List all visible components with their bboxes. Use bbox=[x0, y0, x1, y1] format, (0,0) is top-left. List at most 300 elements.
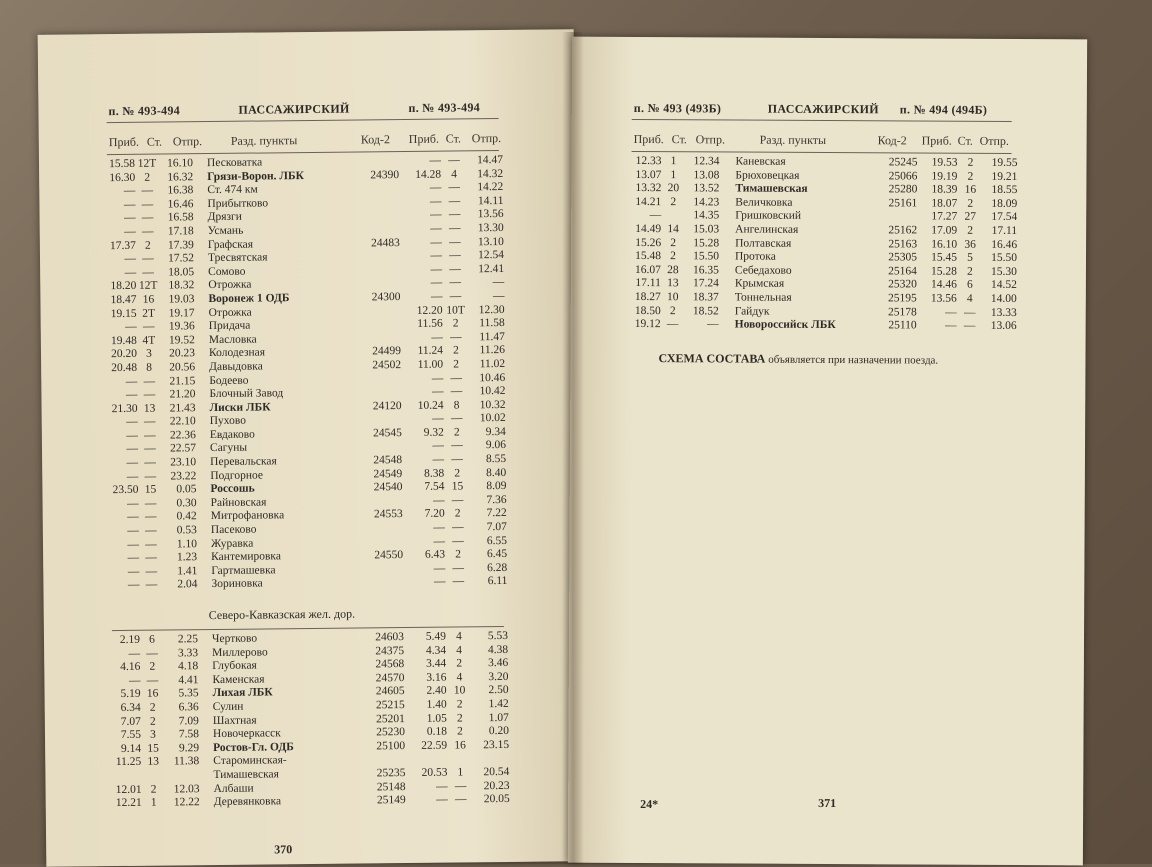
stop-duration: — bbox=[138, 226, 158, 240]
arrival-time: 15.48 bbox=[623, 250, 661, 264]
return-departure-time: 8.55 bbox=[470, 453, 506, 467]
return-departure-time: 6.55 bbox=[471, 535, 507, 549]
stop-duration: — bbox=[141, 538, 161, 552]
arrival-time: 19.48 bbox=[99, 335, 137, 349]
return-departure-time: 3.20 bbox=[472, 671, 508, 685]
stop-duration: 15 bbox=[140, 484, 160, 498]
return-stop-duration: 2 bbox=[959, 170, 981, 184]
stop-duration: 2 bbox=[663, 250, 683, 264]
return-arrival-time: 11.00 bbox=[405, 359, 443, 373]
return-arrival-time: 18.39 bbox=[919, 184, 957, 198]
departure-time: 7.09 bbox=[163, 715, 199, 729]
return-departure-time: 13.56 bbox=[468, 208, 504, 222]
stop-duration: — bbox=[141, 525, 161, 539]
return-arrival-time: 10.24 bbox=[405, 399, 443, 413]
return-stop-duration: — bbox=[445, 385, 467, 399]
return-arrival-time: — bbox=[407, 535, 445, 549]
station-name: Гартмашевка bbox=[211, 564, 275, 578]
return-stop-duration: 2 bbox=[445, 345, 467, 359]
arrival-time: — bbox=[101, 538, 139, 552]
station-code: 25110 bbox=[873, 319, 917, 333]
return-stop-duration: 4 bbox=[448, 671, 470, 685]
station-name: Зориновка bbox=[211, 578, 262, 592]
return-stop-duration: — bbox=[444, 222, 466, 236]
arrival-time: — bbox=[101, 552, 139, 566]
station-code: 24568 bbox=[360, 658, 404, 672]
return-stop-duration: 4 bbox=[448, 630, 470, 644]
departure-time: 16.32 bbox=[157, 171, 193, 185]
schedule-table bbox=[623, 155, 1036, 334]
station-name: Староминская- bbox=[213, 755, 287, 769]
departure-time: 4.41 bbox=[162, 674, 198, 688]
arrival-time: 18.47 bbox=[98, 294, 136, 308]
stop-duration: 4Т bbox=[139, 334, 159, 348]
station-code: 24545 bbox=[358, 427, 402, 441]
station-name: Гришковский bbox=[735, 210, 801, 224]
stop-duration: — bbox=[138, 253, 158, 267]
return-stop-duration: 16 bbox=[449, 739, 471, 753]
return-arrival-time: 19.53 bbox=[919, 156, 957, 170]
return-stop-duration: 15 bbox=[446, 481, 468, 495]
column-header: Отпр. bbox=[696, 132, 725, 147]
stop-duration: 6 bbox=[142, 634, 162, 648]
arrival-time: — bbox=[98, 212, 136, 226]
stop-duration: 2 bbox=[137, 171, 157, 185]
arrival-time: 6.34 bbox=[103, 702, 141, 716]
arrival-time: 20.20 bbox=[99, 348, 137, 362]
arrival-time: 23.50 bbox=[100, 484, 138, 498]
return-departure-time: 9.34 bbox=[470, 426, 506, 440]
page-number-right: 371 bbox=[818, 796, 836, 811]
return-arrival-time: — bbox=[405, 386, 443, 400]
station-name: Каменская bbox=[212, 673, 264, 687]
station-name: Подгорное bbox=[210, 469, 263, 483]
return-departure-time: 20.05 bbox=[474, 793, 510, 807]
departure-time: 19.36 bbox=[159, 320, 195, 334]
arrival-time: 12.33 bbox=[623, 155, 661, 169]
stop-duration: 3 bbox=[143, 729, 163, 743]
stop-duration: 28 bbox=[663, 264, 683, 278]
departure-time: 17.18 bbox=[158, 225, 194, 239]
departure-time: 17.24 bbox=[683, 278, 719, 292]
return-departure-time: 2.50 bbox=[472, 684, 508, 698]
departure-time: 11.38 bbox=[163, 756, 199, 770]
return-departure-time: 15.50 bbox=[981, 252, 1017, 266]
departure-time: 6.36 bbox=[163, 701, 199, 715]
return-departure-time: 19.55 bbox=[981, 157, 1017, 171]
table-row bbox=[623, 318, 1035, 334]
departure-time: 22.36 bbox=[160, 429, 196, 443]
station-code: 25201 bbox=[361, 713, 405, 727]
column-header: Ст. bbox=[958, 134, 973, 149]
return-departure-time: 6.28 bbox=[471, 562, 507, 576]
stop-duration: 1 bbox=[663, 155, 683, 169]
station-name: Сомово bbox=[208, 265, 245, 279]
arrival-time: — bbox=[623, 209, 661, 223]
return-departure-time: 12.54 bbox=[468, 249, 504, 263]
station-name: Усмань bbox=[208, 225, 244, 239]
return-departure-time: 12.41 bbox=[468, 263, 504, 277]
station-code: 25164 bbox=[873, 265, 917, 279]
departure-time: 13.08 bbox=[683, 169, 719, 183]
station-name: Тоннельная bbox=[735, 291, 792, 305]
return-stop-duration: 2 bbox=[445, 317, 467, 331]
arrival-time: — bbox=[99, 321, 137, 335]
arrival-time: 19.15 bbox=[99, 307, 137, 321]
station-code: 25148 bbox=[361, 781, 405, 795]
return-departure-time: 9.06 bbox=[470, 439, 506, 453]
departure-time: 16.10 bbox=[157, 157, 193, 171]
arrival-time: — bbox=[101, 511, 139, 525]
return-departure-time: 6.45 bbox=[471, 548, 507, 562]
column-header: Приб. bbox=[409, 132, 439, 147]
return-stop-duration: — bbox=[447, 562, 469, 576]
return-arrival-time: 22.59 bbox=[409, 739, 447, 753]
arrival-time: — bbox=[98, 226, 136, 240]
return-departure-time: 1.42 bbox=[473, 698, 509, 712]
return-departure-time: 8.40 bbox=[470, 467, 506, 481]
return-stop-duration: 2 bbox=[447, 549, 469, 563]
arrival-time: — bbox=[99, 375, 137, 389]
stop-duration: 13 bbox=[663, 277, 683, 291]
return-arrival-time: 12.20 bbox=[405, 304, 443, 318]
return-stop-duration: — bbox=[446, 413, 468, 427]
return-departure-time: 17.54 bbox=[981, 211, 1017, 225]
station-name: Перевальская bbox=[210, 455, 277, 469]
station-code: 25235 bbox=[361, 767, 405, 781]
station-name: Прибытково bbox=[207, 197, 268, 211]
station-name: Протока bbox=[735, 251, 776, 265]
station-name: Пухово bbox=[210, 415, 246, 429]
return-arrival-time: 4.34 bbox=[408, 644, 446, 658]
arrival-time: 12.21 bbox=[104, 797, 142, 811]
stop-duration: — bbox=[141, 565, 161, 579]
departure-time: 17.39 bbox=[158, 239, 194, 253]
departure-time: 12.34 bbox=[683, 155, 719, 169]
return-stop-duration: 2 bbox=[449, 725, 471, 739]
return-arrival-time: — bbox=[406, 440, 444, 454]
stop-duration: — bbox=[141, 511, 161, 525]
arrival-time: 18.27 bbox=[623, 291, 661, 305]
arrival-time: 5.19 bbox=[103, 688, 141, 702]
stop-duration: 20 bbox=[663, 182, 683, 196]
return-stop-duration: 4 bbox=[443, 168, 465, 182]
stop-duration: — bbox=[140, 457, 160, 471]
return-departure-time: 11.26 bbox=[469, 344, 505, 358]
return-arrival-time: 16.10 bbox=[919, 238, 957, 252]
return-stop-duration: 2 bbox=[959, 265, 981, 279]
return-arrival-time: 11.24 bbox=[405, 345, 443, 359]
arrival-time: — bbox=[97, 185, 135, 199]
arrival-time: — bbox=[101, 566, 139, 580]
departure-time: 1.23 bbox=[161, 551, 197, 565]
departure-time: 18.52 bbox=[683, 305, 719, 319]
return-arrival-time: — bbox=[407, 576, 445, 590]
return-stop-duration: 6 bbox=[959, 279, 981, 293]
return-arrival-time: 19.19 bbox=[919, 170, 957, 184]
column-header: Код-2 bbox=[878, 133, 907, 148]
station-name: Дрязги bbox=[208, 211, 242, 225]
stop-duration: 2 bbox=[143, 702, 163, 716]
station-code: 25100 bbox=[361, 740, 405, 754]
departure-time: 5.35 bbox=[163, 688, 199, 702]
header-rule-bottom bbox=[632, 151, 1012, 154]
station-name: Тимашевская bbox=[735, 183, 807, 197]
stop-duration: — bbox=[140, 416, 160, 430]
departure-time: 15.50 bbox=[683, 250, 719, 264]
station-code: 25320 bbox=[873, 279, 917, 293]
arrival-time: — bbox=[98, 253, 136, 267]
header-rule-top bbox=[632, 119, 1012, 122]
arrival-time: 16.30 bbox=[97, 171, 135, 185]
arrival-time: 13.32 bbox=[623, 182, 661, 196]
departure-time: 21.15 bbox=[159, 375, 195, 389]
station-code: 24375 bbox=[360, 645, 404, 659]
return-arrival-time: — bbox=[404, 263, 442, 277]
return-arrival-time: 7.20 bbox=[407, 508, 445, 522]
train-number-left: п. № 493 (493Б) bbox=[634, 101, 721, 116]
return-departure-time: 19.21 bbox=[981, 170, 1017, 184]
arrival-time: 15.58 bbox=[97, 158, 135, 172]
arrival-time: — bbox=[100, 416, 138, 430]
station-name: Ст. 474 км bbox=[207, 184, 258, 198]
departure-time: 0.30 bbox=[161, 497, 197, 511]
return-stop-duration: 2 bbox=[445, 358, 467, 372]
departure-time: 20.56 bbox=[159, 361, 195, 375]
station-name: Блочный Завод bbox=[209, 387, 283, 401]
station-name: Масловка bbox=[209, 333, 257, 347]
return-stop-duration: — bbox=[447, 576, 469, 590]
return-arrival-time: 14.46 bbox=[919, 279, 957, 293]
arrival-time: 4.16 bbox=[102, 661, 140, 675]
arrival-time: — bbox=[102, 675, 140, 689]
return-arrival-time: 1.05 bbox=[409, 712, 447, 726]
return-arrival-time: 8.38 bbox=[406, 467, 444, 481]
departure-time: 15.03 bbox=[683, 223, 719, 237]
column-header: Приб. bbox=[109, 135, 139, 150]
station-name: Деревянковка bbox=[214, 795, 282, 809]
return-departure-time: 11.02 bbox=[469, 358, 505, 372]
train-number-right: п. № 493-494 bbox=[408, 100, 480, 116]
stop-duration: — bbox=[139, 375, 159, 389]
station-name: Тресвятская bbox=[208, 252, 268, 266]
stop-duration: — bbox=[142, 647, 162, 661]
column-header: Отпр. bbox=[980, 134, 1009, 149]
station-name: Давыдовка bbox=[209, 360, 263, 374]
return-stop-duration: 10Т bbox=[445, 304, 467, 318]
column-header: Разд. пункты bbox=[760, 133, 827, 148]
return-arrival-time: 17.09 bbox=[919, 224, 957, 238]
page-number-left: 370 bbox=[274, 842, 292, 857]
station-name: Тимашевская bbox=[213, 768, 279, 782]
arrival-time: 17.37 bbox=[98, 239, 136, 253]
stop-duration: 2 bbox=[663, 196, 683, 210]
return-departure-time: 17.11 bbox=[981, 225, 1017, 239]
return-stop-duration: 10 bbox=[448, 685, 470, 699]
arrival-time: 18.50 bbox=[623, 304, 661, 318]
station-code: 24570 bbox=[360, 672, 404, 686]
return-stop-duration: — bbox=[444, 290, 466, 304]
departure-time: 22.57 bbox=[160, 443, 196, 457]
stop-duration: — bbox=[663, 318, 683, 332]
station-name: Брюховецкая bbox=[735, 169, 799, 183]
stop-duration: 2 bbox=[142, 661, 162, 675]
return-arrival-time: 7.54 bbox=[406, 481, 444, 495]
return-arrival-time: — bbox=[404, 277, 442, 291]
departure-time: 18.37 bbox=[683, 291, 719, 305]
station-code: 24540 bbox=[358, 481, 402, 495]
stop-duration: — bbox=[137, 185, 157, 199]
station-code: 24390 bbox=[355, 169, 399, 183]
stop-duration: — bbox=[140, 443, 160, 457]
arrival-time: — bbox=[97, 199, 135, 213]
return-stop-duration: 4 bbox=[448, 644, 470, 658]
composition-note bbox=[658, 351, 938, 367]
return-departure-time: 14.32 bbox=[467, 168, 503, 182]
return-stop-duration: 27 bbox=[959, 211, 981, 225]
note-bold-part: СХЕМА СОСТАВА bbox=[658, 351, 765, 366]
column-headers bbox=[38, 29, 574, 35]
stop-duration: — bbox=[138, 266, 158, 280]
return-departure-time: 13.30 bbox=[468, 222, 504, 236]
station-code: 24120 bbox=[358, 400, 402, 414]
train-type-title: ПАССАЖИРСКИЙ bbox=[238, 102, 349, 118]
return-arrival-time: 3.16 bbox=[408, 671, 446, 685]
departure-time: — bbox=[683, 318, 719, 332]
station-name: Каневская bbox=[735, 156, 785, 170]
return-stop-duration: — bbox=[443, 154, 465, 168]
column-header: Отпр. bbox=[173, 134, 202, 149]
return-arrival-time: 18.07 bbox=[919, 197, 957, 211]
return-departure-time: 20.23 bbox=[473, 779, 509, 793]
return-arrival-time: 3.44 bbox=[408, 658, 446, 672]
return-arrival-time: — bbox=[404, 223, 442, 237]
station-name: Журавка bbox=[211, 537, 253, 551]
station-name: Отрожка bbox=[208, 279, 251, 293]
arrival-time: 12.01 bbox=[104, 783, 142, 797]
station-code: 25178 bbox=[873, 306, 917, 320]
arrival-time: — bbox=[101, 525, 139, 539]
return-departure-time: 12.30 bbox=[468, 303, 504, 317]
departure-time: 14.35 bbox=[683, 210, 719, 224]
schedule-table-part2 bbox=[102, 630, 524, 811]
stop-duration: 13 bbox=[143, 756, 163, 770]
station-name: Новочеркасск bbox=[213, 727, 281, 741]
departure-time: 0.42 bbox=[161, 511, 197, 525]
stop-duration: 10 bbox=[663, 291, 683, 305]
arrival-time: — bbox=[99, 389, 137, 403]
return-arrival-time: — bbox=[405, 331, 443, 345]
return-stop-duration: 2 bbox=[449, 712, 471, 726]
station-name: Крымская bbox=[735, 278, 784, 292]
arrival-time: 20.48 bbox=[99, 362, 137, 376]
return-arrival-time: 15.45 bbox=[919, 252, 957, 266]
return-arrival-time: — bbox=[409, 780, 447, 794]
station-code: 25195 bbox=[873, 292, 917, 306]
return-arrival-time: — bbox=[404, 209, 442, 223]
station-name: Графская bbox=[208, 238, 253, 252]
arrival-time: — bbox=[100, 470, 138, 484]
return-departure-time: 23.15 bbox=[473, 739, 509, 753]
right-page bbox=[568, 37, 1087, 866]
station-name: Лиски ЛБК bbox=[210, 401, 271, 415]
return-arrival-time: 9.32 bbox=[406, 426, 444, 440]
station-code: 25245 bbox=[873, 156, 917, 170]
return-departure-time: 11.58 bbox=[469, 317, 505, 331]
return-arrival-time: 15.28 bbox=[919, 265, 957, 279]
return-departure-time: — bbox=[468, 290, 504, 304]
return-arrival-time: 11.56 bbox=[405, 318, 443, 332]
departure-time: 16.46 bbox=[157, 198, 193, 212]
station-name: Придача bbox=[209, 320, 251, 334]
stop-duration: 8 bbox=[139, 361, 159, 375]
return-stop-duration: — bbox=[449, 780, 471, 794]
station-code: 25163 bbox=[873, 238, 917, 252]
arrival-time: — bbox=[100, 430, 138, 444]
return-arrival-time: — bbox=[403, 155, 441, 169]
return-stop-duration: — bbox=[444, 236, 466, 250]
station-name: Ангелинская bbox=[735, 223, 798, 237]
station-name: Сулин bbox=[213, 701, 244, 715]
column-header: Отпр. bbox=[472, 131, 501, 146]
departure-time: 22.10 bbox=[160, 415, 196, 429]
departure-time: 1.41 bbox=[161, 565, 197, 579]
station-code: 24502 bbox=[357, 359, 401, 373]
departure-time: 19.03 bbox=[158, 293, 194, 307]
return-departure-time: 18.09 bbox=[981, 198, 1017, 212]
station-name: Райновская bbox=[211, 496, 267, 510]
station-code: 25215 bbox=[361, 699, 405, 713]
return-arrival-time: 6.43 bbox=[407, 549, 445, 563]
return-arrival-time: 17.27 bbox=[919, 211, 957, 225]
return-departure-time: 4.38 bbox=[472, 644, 508, 658]
return-departure-time: 13.10 bbox=[468, 236, 504, 250]
station-name: Евдаково bbox=[210, 428, 255, 442]
train-type-title: ПАССАЖИРСКИЙ bbox=[768, 102, 879, 118]
return-arrival-time: — bbox=[405, 372, 443, 386]
return-stop-duration: 8 bbox=[445, 399, 467, 413]
return-stop-duration: — bbox=[445, 372, 467, 386]
departure-time: 4.18 bbox=[162, 660, 198, 674]
return-departure-time: 10.32 bbox=[469, 399, 505, 413]
return-arrival-time: — bbox=[403, 195, 441, 209]
station-name: Митрофановка bbox=[211, 510, 285, 524]
return-stop-duration: 36 bbox=[959, 238, 981, 252]
return-arrival-time: — bbox=[406, 454, 444, 468]
stop-duration: — bbox=[141, 579, 161, 593]
return-departure-time: 15.30 bbox=[981, 266, 1017, 280]
departure-time: 2.04 bbox=[161, 579, 197, 593]
arrival-time: 2.19 bbox=[102, 634, 140, 648]
train-number-right: п. № 494 (494Б) bbox=[900, 102, 987, 117]
stop-duration: 1 bbox=[663, 169, 683, 183]
return-arrival-time: — bbox=[404, 236, 442, 250]
station-code: 24550 bbox=[359, 549, 403, 563]
train-number-left: п. № 493-494 bbox=[108, 103, 180, 119]
stop-duration: 2 bbox=[138, 239, 158, 253]
stop-duration: 14 bbox=[663, 223, 683, 237]
return-arrival-time: 20.53 bbox=[409, 767, 447, 781]
return-departure-time: 10.46 bbox=[469, 371, 505, 385]
return-stop-duration: — bbox=[446, 453, 468, 467]
arrival-time: — bbox=[100, 443, 138, 457]
column-header: Ст. bbox=[446, 131, 461, 146]
open-timetable-book bbox=[30, 22, 1100, 864]
arrival-time: 21.30 bbox=[100, 402, 138, 416]
return-stop-duration: — bbox=[959, 306, 981, 320]
departure-time: 14.23 bbox=[683, 196, 719, 210]
arrival-time: — bbox=[98, 267, 136, 281]
